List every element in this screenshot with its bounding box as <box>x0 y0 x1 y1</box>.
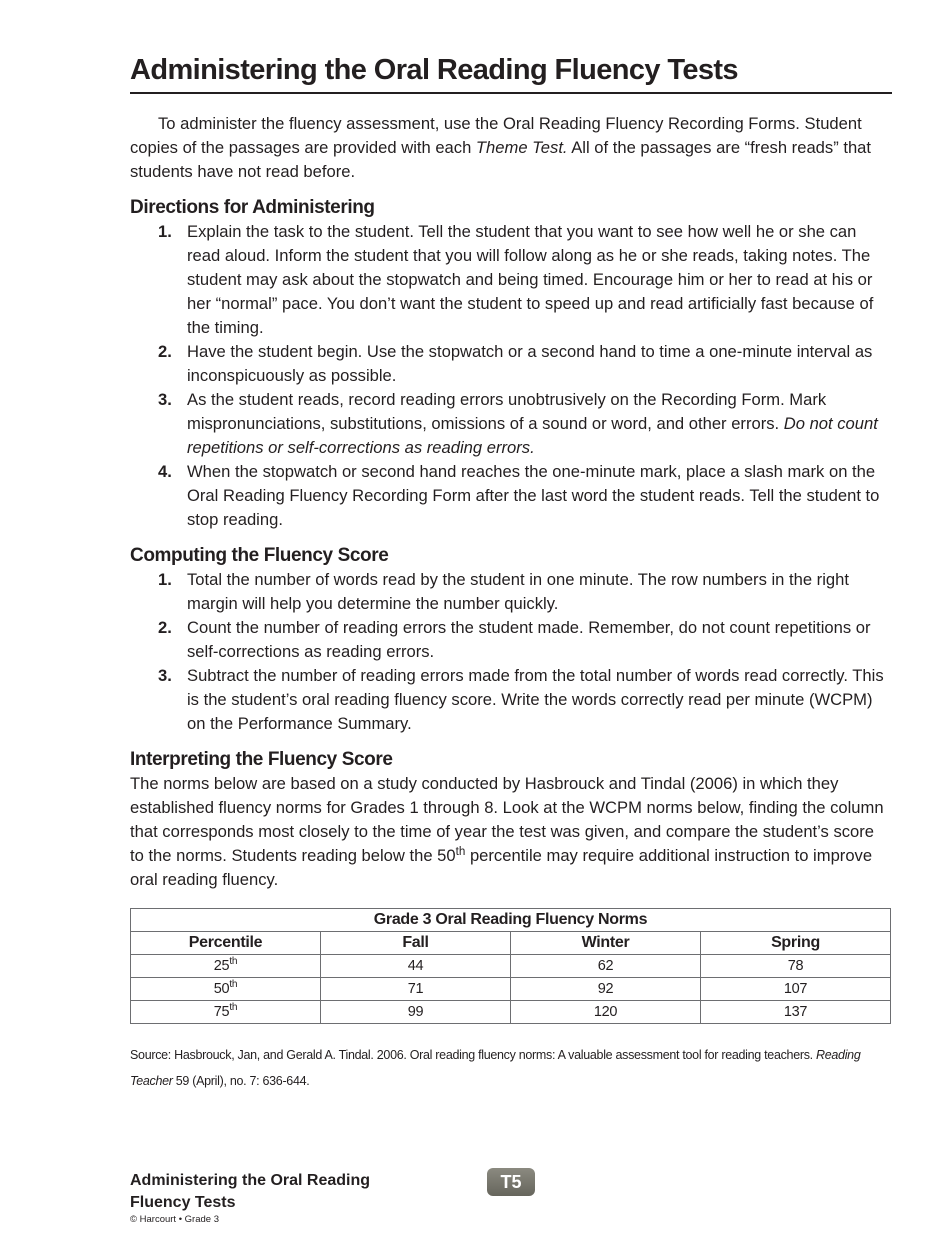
column-header: Spring <box>701 932 891 955</box>
item-number: 1. <box>158 222 172 241</box>
item-number: 2. <box>158 618 172 637</box>
list-item <box>130 568 892 616</box>
item-text: Total the number of words read by the student in one minute. The row numbers in the right margin will help you determine the number quickly. <box>187 570 849 613</box>
norms-table <box>130 908 891 1024</box>
intro-text-end: All of the passages are “fresh reads” that students have not read before. <box>130 138 872 181</box>
percentile: 25 <box>213 958 230 974</box>
spring-cell: 137 <box>701 1001 891 1024</box>
spring-cell: 107 <box>701 978 891 1001</box>
main-content <box>130 112 892 892</box>
column-header: Winter <box>511 932 701 955</box>
table-header-row <box>131 932 891 955</box>
intro-text: To administer the fluency assessment, use the Oral Reading Fluency Recording Forms. Student copies of the passages are provided with each <box>130 114 862 157</box>
interpreting-heading: Interpreting the Fluency Score <box>130 749 393 770</box>
interpreting-text: The norms below are based on a study conducted by Hasbrouck and Tindal (2006) in which they established fluency norms for Grades 1 through 8. Look at the WCPM norms below, finding the column that corresponds most closely to the time of year the test was given, and compare the student’s score to the norms. Students reading below the 50 <box>130 774 884 865</box>
intro-paragraph <box>130 112 892 184</box>
item-number: 3. <box>158 390 172 409</box>
page-number-badge: T5 <box>487 1168 535 1196</box>
percentile: 50 <box>213 981 230 997</box>
list-item <box>130 460 892 532</box>
table-caption: Grade 3 Oral Reading Fluency Norms <box>131 909 891 932</box>
table-row <box>131 955 891 978</box>
item-number: 4. <box>158 462 172 481</box>
computing-list <box>130 568 892 736</box>
footer-title <box>130 1170 370 1214</box>
list-item <box>130 220 892 340</box>
superscript: th <box>455 845 466 858</box>
table-row <box>131 1001 891 1024</box>
footer-copyright: © Harcourt • Grade 3 <box>130 1214 219 1225</box>
item-number: 2. <box>158 342 172 361</box>
column-header: Fall <box>321 932 511 955</box>
footer-title-line: Administering the Oral Reading <box>130 1172 371 1189</box>
item-text: Have the student begin. Use the stopwatch or a second hand to time a one-minute interval as inconspicuously as possible. <box>187 342 873 385</box>
percentile-cell <box>131 955 321 978</box>
list-item <box>130 388 892 460</box>
directions-heading: Directions for Administering <box>130 197 375 218</box>
spring-cell: 78 <box>701 955 891 978</box>
percentile-cell <box>131 1001 321 1024</box>
item-number: 1. <box>158 570 172 589</box>
source-italic: Reading Teacher <box>130 1048 861 1088</box>
table-row <box>131 978 891 1001</box>
interpreting-paragraph <box>130 772 892 892</box>
winter-cell: 92 <box>511 978 701 1001</box>
winter-cell: 120 <box>511 1001 701 1024</box>
item-text: Explain the task to the student. Tell the student that you want to see how well he or she can read aloud. Inform the student that you will follow along as he or she reads, taking notes. The student may ask about the stopwatch and being timed. Encourage him or her to read at his or her “normal” pace. You don’t want the student to speed up and read artificially fast because of the timing. <box>187 222 874 337</box>
intro-italic: Theme Test. <box>475 138 568 157</box>
superscript: th <box>229 1002 238 1013</box>
list-item <box>130 664 892 736</box>
interpreting-text-end: percentile may require additional instruction to improve oral reading fluency. <box>130 846 873 889</box>
source-citation <box>130 1042 892 1094</box>
fall-cell: 99 <box>321 1001 511 1024</box>
fall-cell: 71 <box>321 978 511 1001</box>
source-text: Source: Hasbrouck, Jan, and Gerald A. Tindal. 2006. Oral reading fluency norms: A valuable assessment tool for reading teachers. <box>130 1048 817 1062</box>
percentile: 75 <box>213 1004 230 1020</box>
list-item <box>130 340 892 388</box>
item-text: Count the number of reading errors the student made. Remember, do not count repetitions or self-corrections as reading errors. <box>187 618 871 661</box>
percentile-cell <box>131 978 321 1001</box>
page-title: Administering the Oral Reading Fluency Tests <box>130 52 892 94</box>
footer-title-line: Fluency Tests <box>130 1194 236 1211</box>
item-text: As the student reads, record reading errors unobtrusively on the Recording Form. Mark mispronunciations, substitutions, omissions of a sound or word, and other errors. <box>187 390 827 433</box>
winter-cell: 62 <box>511 955 701 978</box>
fall-cell: 44 <box>321 955 511 978</box>
item-text: Subtract the number of reading errors made from the total number of words read correctly. This is the student’s oral reading fluency score. Write the words correctly read per minute (WCPM) on the Performance Summary. <box>187 666 884 733</box>
column-header: Percentile <box>131 932 321 955</box>
computing-heading: Computing the Fluency Score <box>130 545 389 566</box>
directions-list <box>130 220 892 532</box>
item-italic: Do not count repetitions or self-corrections as reading errors. <box>187 414 878 457</box>
superscript: th <box>229 979 238 990</box>
source-text-end: 59 (April), no. 7: 636-644. <box>172 1074 310 1088</box>
list-item <box>130 616 892 664</box>
superscript: th <box>229 956 238 967</box>
item-text: When the stopwatch or second hand reaches the one-minute mark, place a slash mark on the Oral Reading Fluency Recording Form after the last word the student reads. Tell the student to stop reading. <box>187 462 880 529</box>
item-number: 3. <box>158 666 172 685</box>
